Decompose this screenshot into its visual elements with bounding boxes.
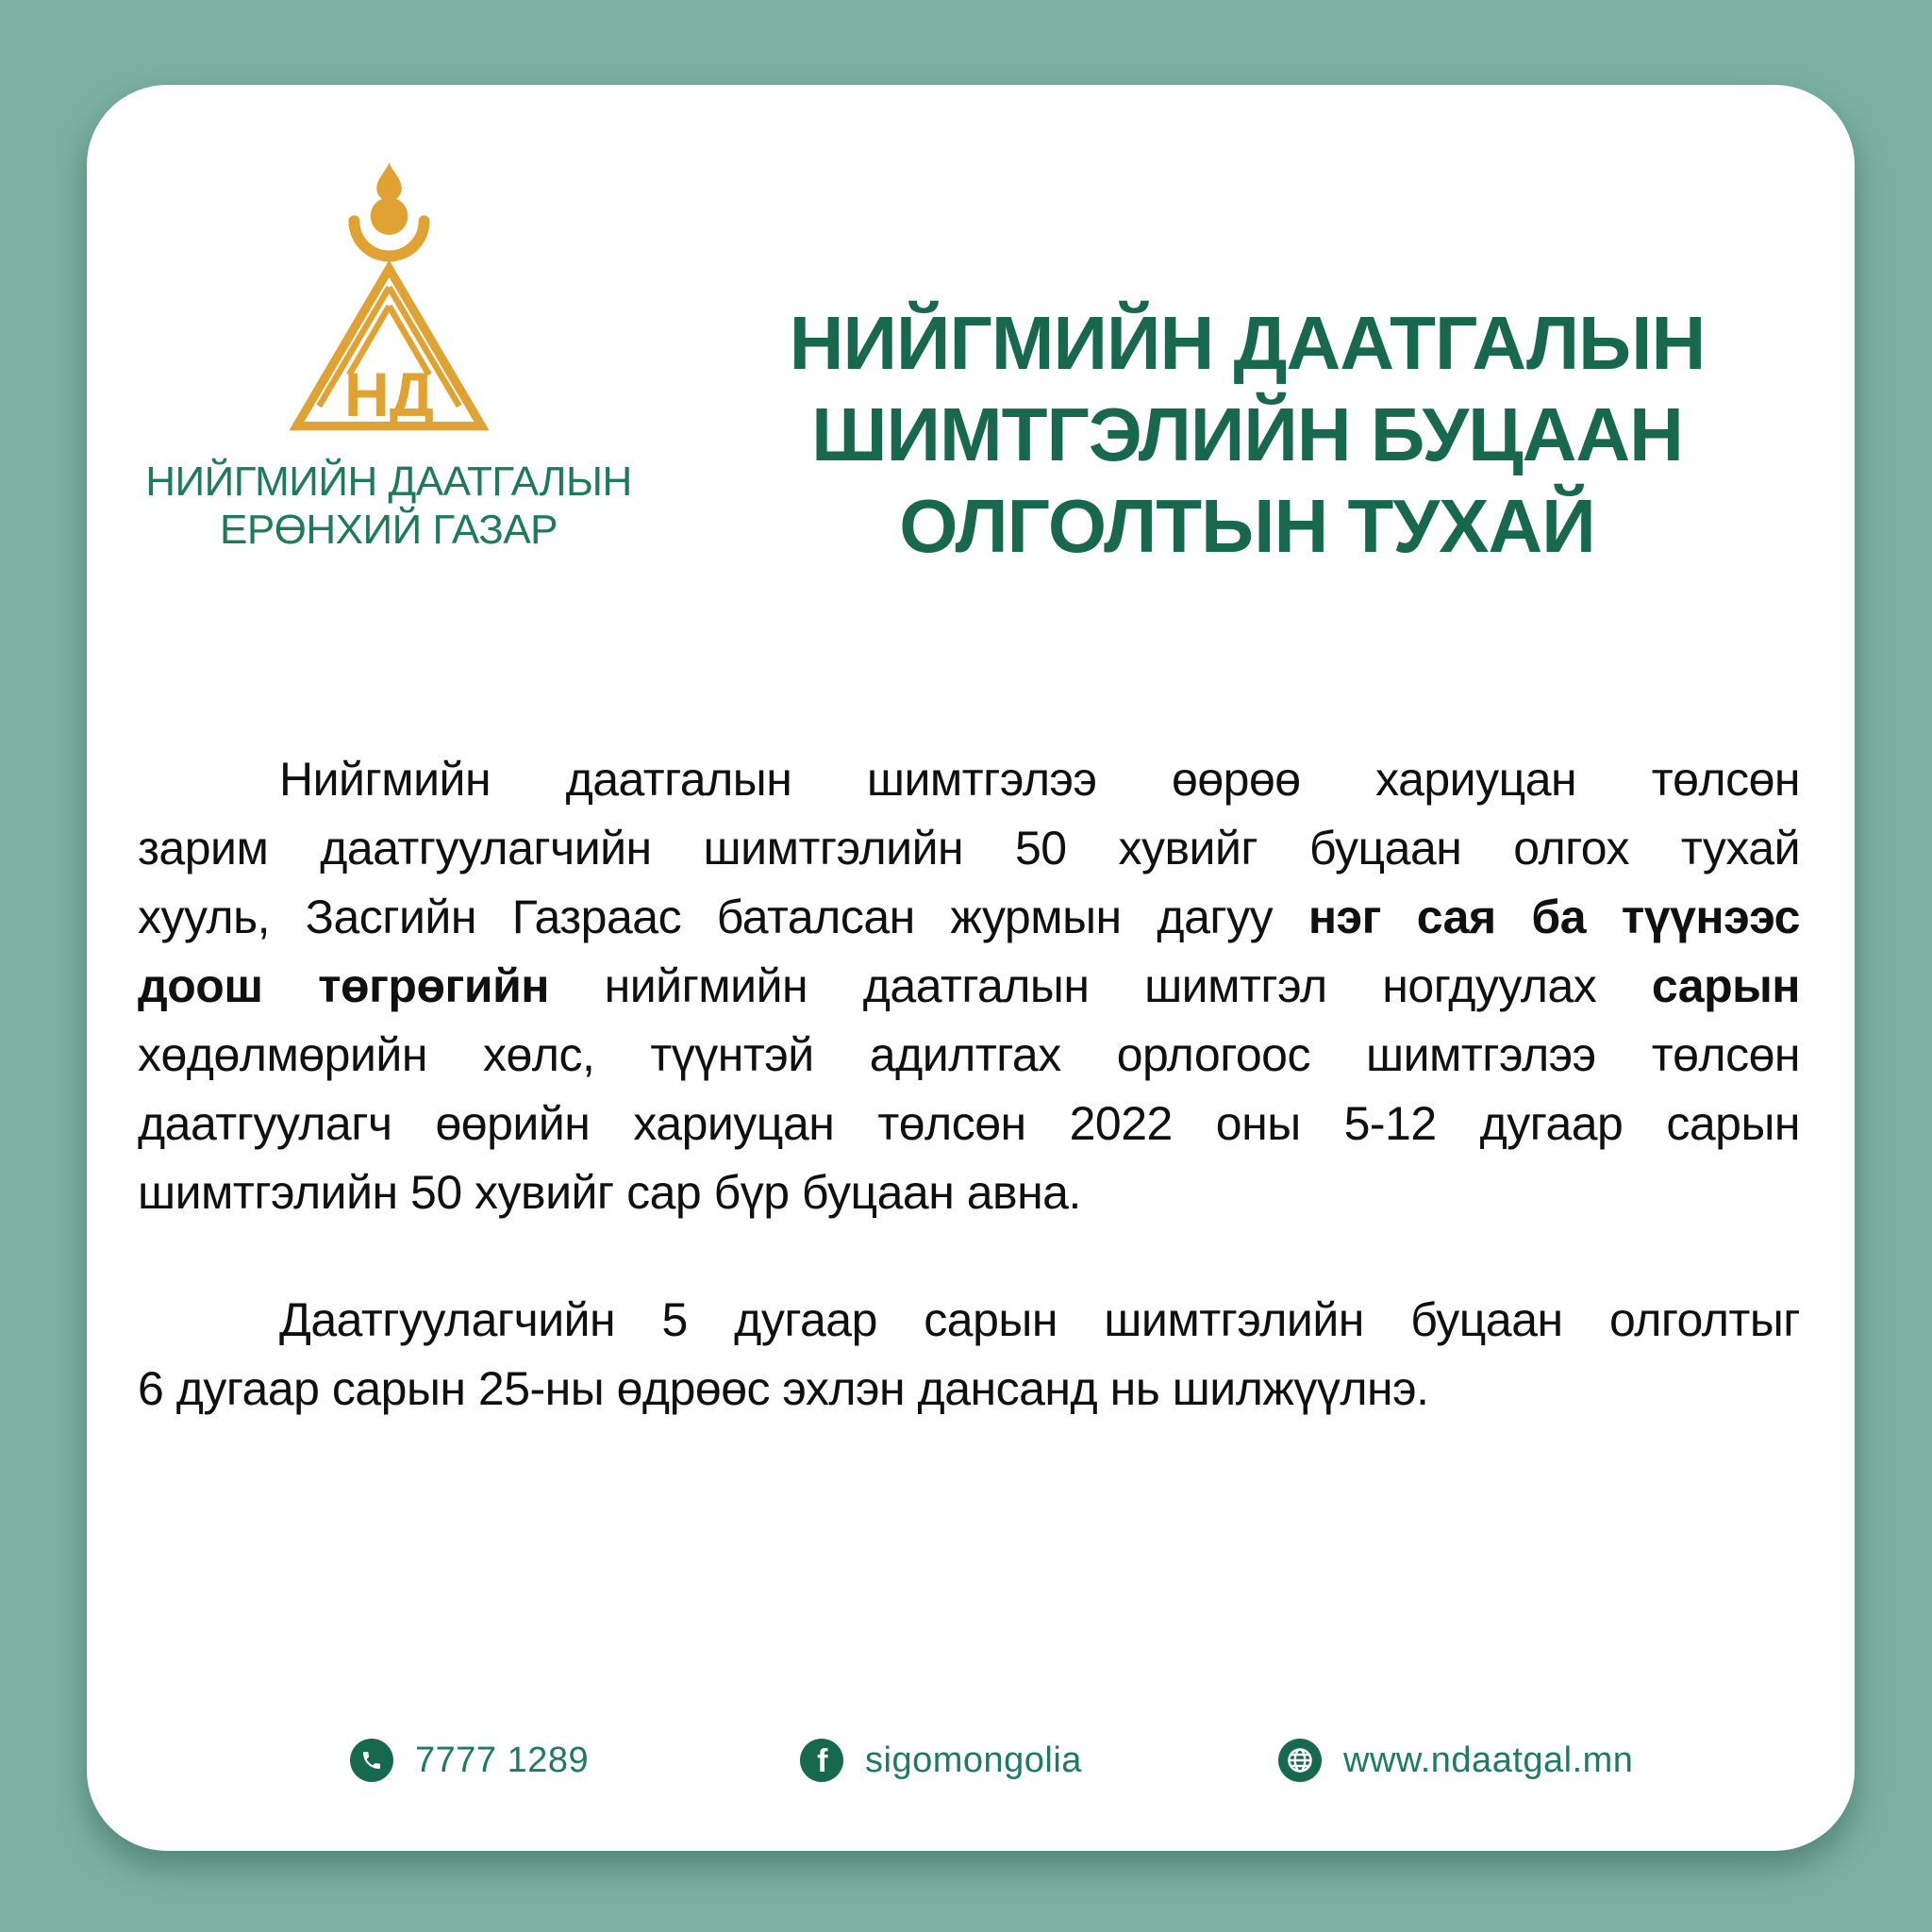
title-line2: ШИМТГЭЛИЙН БУЦААН — [811, 392, 1683, 476]
flame-icon — [376, 162, 402, 201]
sun-icon — [370, 197, 408, 235]
emblem-letters: НД — [343, 360, 434, 431]
body-paragraphs — [138, 745, 1800, 1424]
page-title — [747, 297, 1747, 572]
footer-website — [1277, 1738, 1633, 1783]
facebook-icon — [799, 1738, 844, 1783]
logo — [143, 158, 634, 554]
globe-icon — [1277, 1738, 1323, 1783]
body-line: хууль, Засгийн Газраас баталсан журмын дагуу нэг сая ба түүнээс — [138, 891, 1800, 943]
footer — [87, 1738, 1855, 1787]
website-url: www.ndaatgal.mn — [1343, 1740, 1634, 1780]
footer-phone — [349, 1738, 589, 1783]
paragraph — [138, 745, 1800, 1227]
body-line: даатгуулагч өөрийн хариуцан төлсөн 2022 оны 5-12 дугаар сарын — [138, 1097, 1800, 1150]
footer-facebook — [799, 1738, 1082, 1783]
body-line: 6 дугаар сарын 25-ны өдрөөс эхлэн дансанд нь шилжүүлнэ. — [138, 1362, 1429, 1415]
body-line: зарим даатгуулагчийн шимтгэлийн 50 хувийг буцаан олгох тухай — [138, 822, 1800, 874]
org-name — [143, 458, 634, 554]
svg-text:f: f — [817, 1743, 828, 1779]
body-line: доош төгрөгийн нийгмийн даатгалын шимтгэл ногдуулах сарын — [138, 959, 1801, 1012]
org-name-line2: ЕРӨНХИЙ ГАЗАР — [219, 507, 558, 553]
title-line3: ОЛГОЛТЫН ТУХАЙ — [899, 484, 1595, 568]
phone-number: 7777 1289 — [415, 1740, 590, 1780]
paragraph — [138, 1286, 1800, 1424]
body-line: хөдөлмөрийн хөлс, түүнтэй адилтгах орлогоос шимтгэлээ төлсөн — [138, 1028, 1800, 1081]
title-line1: НИЙГМИЙН ДААТГАЛЫН — [789, 301, 1706, 385]
phone-icon — [349, 1738, 394, 1783]
facebook-handle: sigomongolia — [865, 1740, 1082, 1780]
org-name-line1: НИЙГМИЙН ДААТГАЛЫН — [145, 458, 632, 505]
announcement-card — [87, 85, 1855, 1851]
body-line: Нийгмийн даатгалын шимтгэлээ өөрөө хариуцан төлсөн — [279, 753, 1800, 806]
soyombo-emblem-icon — [264, 158, 514, 446]
body-line: шимтгэлийн 50 хувийг сар бүр буцаан авна. — [138, 1166, 1081, 1219]
body-line: Даатгуулагчийн 5 дугаар сарын шимтгэлийн буцаан олголтыг — [279, 1293, 1800, 1346]
